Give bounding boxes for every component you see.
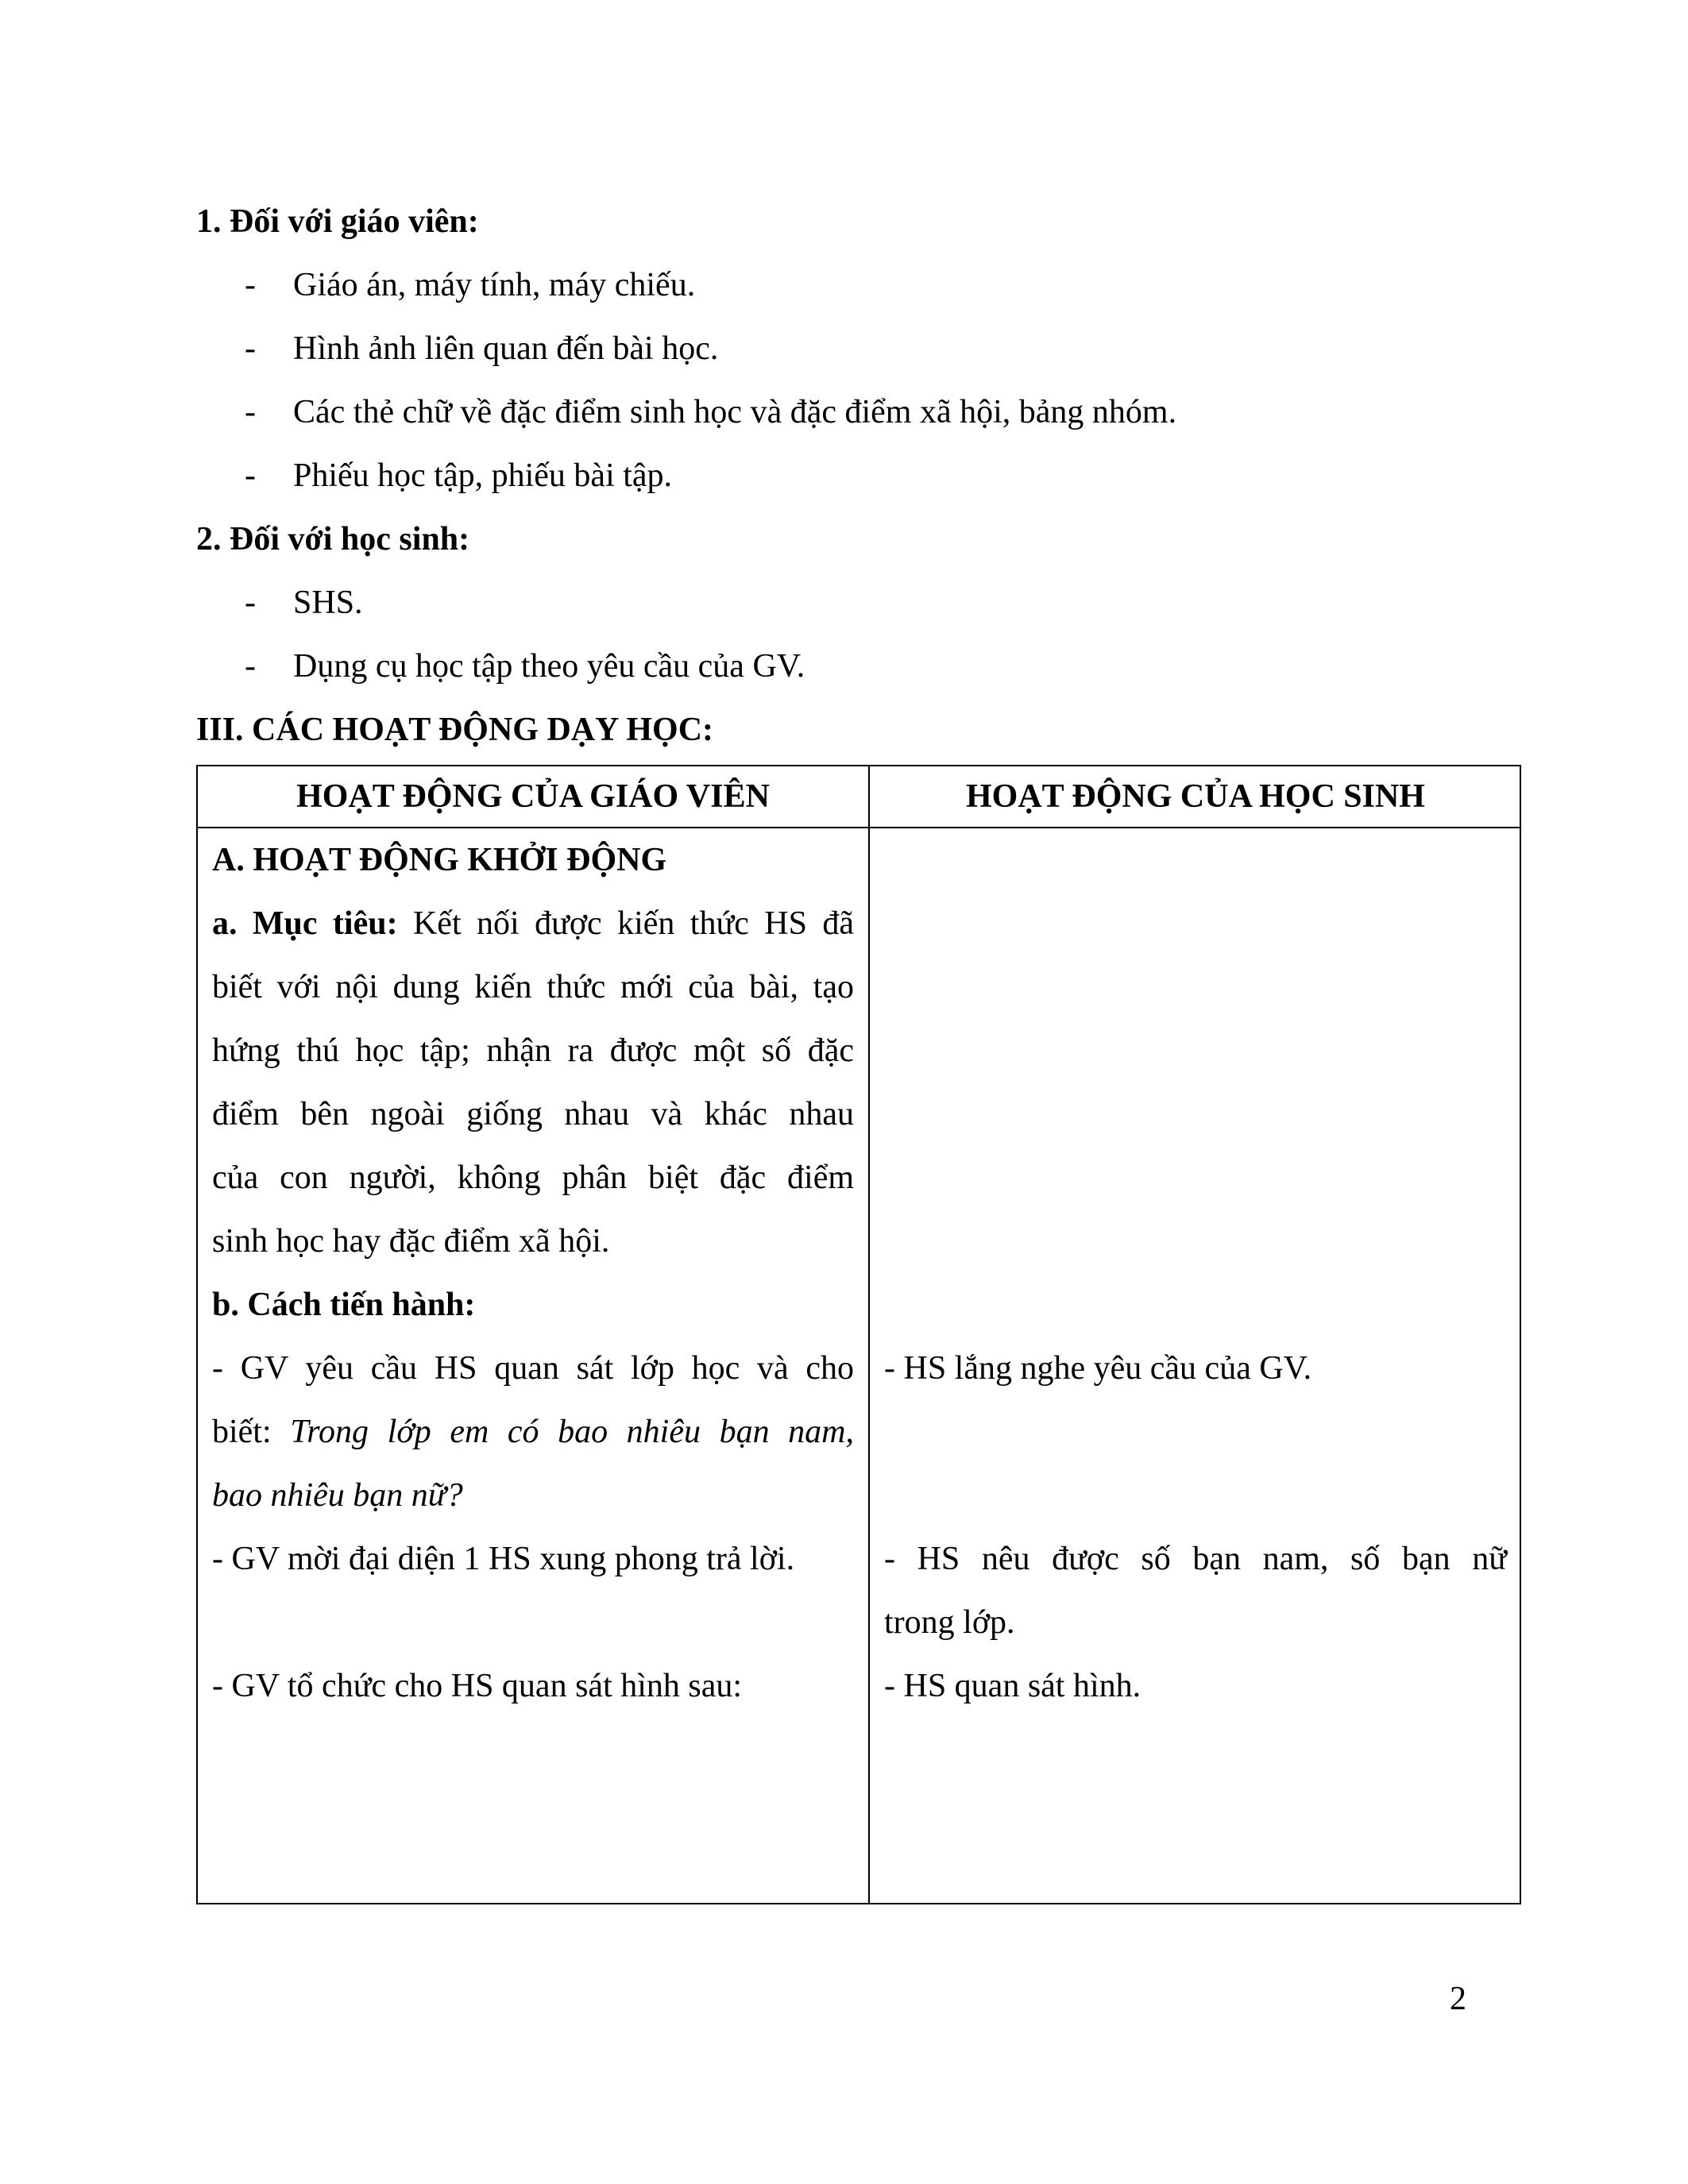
section-heading: III. CÁC HOẠT ĐỘNG DẠY HỌC: [196, 712, 714, 748]
goal-line: điểm bên ngoài giống nhau và khác nhau [212, 1096, 854, 1133]
goal-line: hứng thú học tập; nhận ra được một số đặc [212, 1032, 854, 1069]
bullet-dash: - [245, 267, 256, 303]
page-number: 2 [1450, 1981, 1466, 2017]
student-step-1: - HS lắng nghe yêu cầu của GV. [884, 1350, 1312, 1387]
teacher-step-1-question: Trong lớp em có bao nhiêu bạn nam, [290, 1414, 854, 1450]
goal-text: Kết nối được kiến thức HS đã [397, 905, 854, 942]
teacher-step-1: - GV yêu cầu HS quan sát lớp học và cho [212, 1350, 854, 1387]
teacher-step-1-question-end: bao nhiêu bạn nữ? [212, 1477, 463, 1514]
teacher-item: Các thẻ chữ về đặc điểm sinh học và đặc điểm xã hội, bảng nhóm. [293, 394, 1177, 430]
activities-table [196, 765, 1521, 1904]
goal-line: sinh học hay đặc điểm xã hội. [212, 1223, 610, 1260]
bullet-dash: - [245, 585, 256, 621]
teacher-item: Phiếu học tập, phiếu bài tập. [293, 457, 673, 494]
column-divider [868, 766, 870, 1903]
column-header-teacher: HOẠT ĐỘNG CỦA GIÁO VIÊN [296, 778, 770, 815]
teacher-step-3: - GV tổ chức cho HS quan sát hình sau: [212, 1668, 743, 1704]
student-step-2-cont: trong lớp. [884, 1604, 1015, 1641]
bullet-dash: - [245, 648, 256, 685]
student-item: SHS. [293, 585, 363, 621]
goal-line: của con người, không phân biệt đặc điểm [212, 1160, 854, 1196]
teacher-heading: 1. Đối với giáo viên: [196, 203, 479, 240]
goal-label: a. Mục tiêu: [212, 905, 398, 942]
student-step-2: - HS nêu được số bạn nam, số bạn nữ [884, 1541, 1507, 1577]
procedure-heading: b. Cách tiến hành: [212, 1287, 476, 1323]
goal-line [212, 892, 854, 955]
student-heading: 2. Đối với học sinh: [196, 521, 470, 558]
part-a-heading: A. HOẠT ĐỘNG KHỞI ĐỘNG [212, 842, 667, 878]
teacher-step-1-prefix: biết: [212, 1414, 291, 1450]
teacher-item: Hình ảnh liên quan đến bài học. [293, 330, 719, 367]
student-item: Dụng cụ học tập theo yêu cầu của GV. [293, 648, 805, 685]
column-header-student: HOẠT ĐỘNG CỦA HỌC SINH [966, 778, 1425, 815]
teacher-item: Giáo án, máy tính, máy chiếu. [293, 267, 696, 303]
student-step-3: - HS quan sát hình. [884, 1668, 1141, 1704]
teacher-step-1-cont [212, 1400, 854, 1464]
teacher-step-1-cont [212, 1464, 854, 1527]
bullet-dash: - [245, 330, 256, 367]
goal-line: biết với nội dung kiến thức mới của bài, tạo [212, 969, 854, 1005]
bullet-dash: - [245, 394, 256, 430]
bullet-dash: - [245, 457, 256, 494]
teacher-step-2: - GV mời đại diện 1 HS xung phong trả lời. [212, 1541, 795, 1577]
